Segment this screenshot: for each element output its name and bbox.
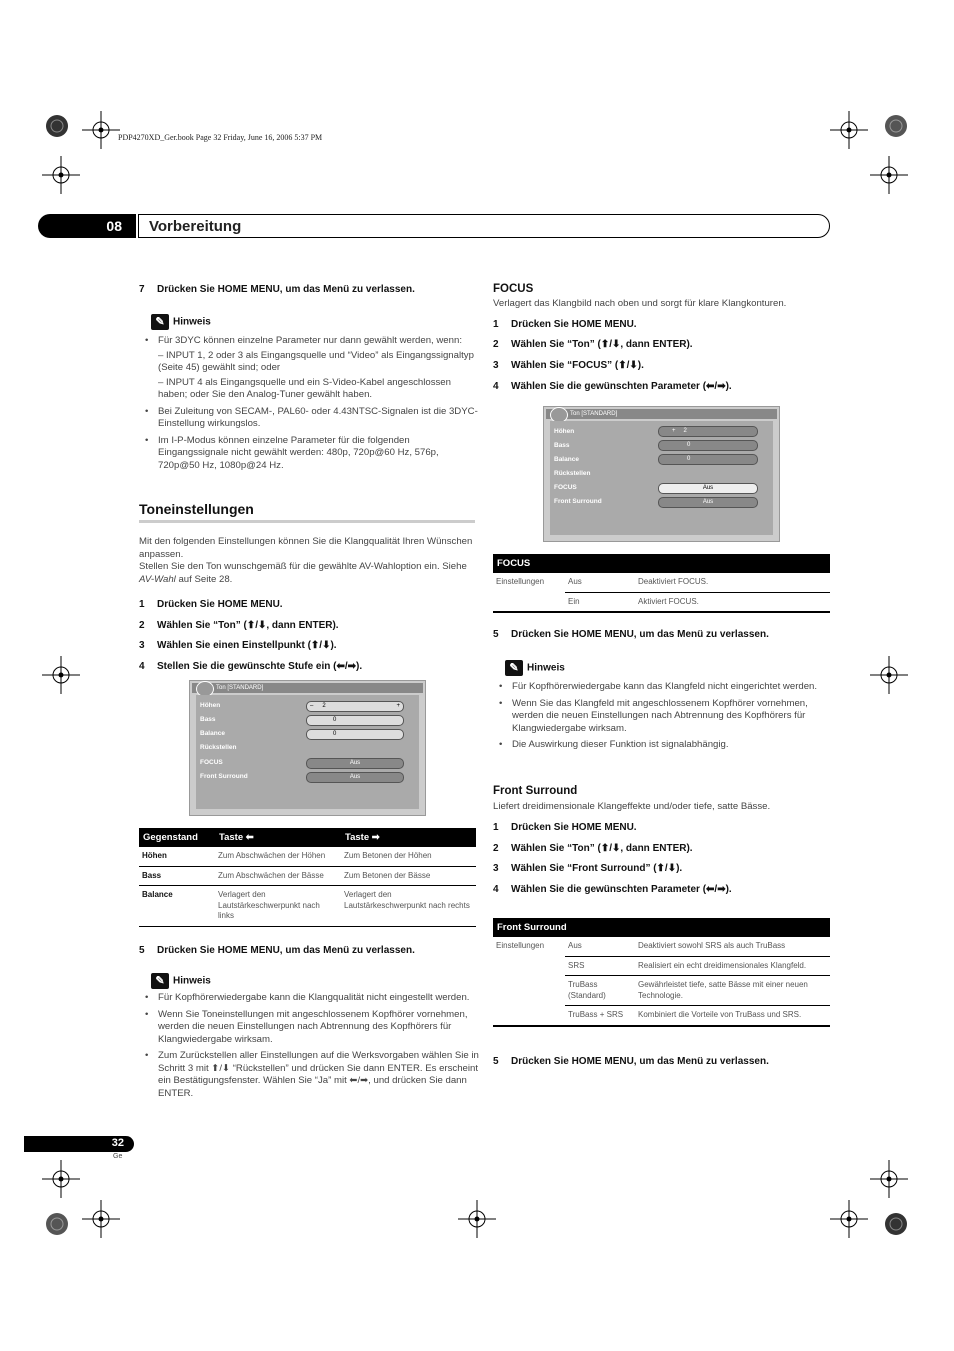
table-header: FOCUS bbox=[493, 554, 830, 573]
osd-row-label: Balance bbox=[554, 456, 579, 463]
chapter-number: 08 bbox=[38, 214, 136, 238]
table-row: TruBass + SRS Kombiniert die Vorteile von TruBass und SRS. bbox=[493, 1006, 830, 1026]
table-row: Höhen Zum Abschwächen der Höhen Zum Betonen der Höhen bbox=[139, 847, 476, 866]
osd-row-label: Höhen bbox=[200, 702, 221, 709]
focus-title: FOCUS bbox=[493, 283, 534, 295]
focus-desc: Verlagert das Klangbild nach oben und sorgt für klare Klangkonturen. bbox=[493, 298, 787, 309]
hinweis-heading: ✎ Hinweis bbox=[151, 973, 211, 989]
focus-table bbox=[493, 554, 830, 613]
color-target-icon bbox=[45, 1212, 69, 1236]
table-header: Taste ➡ bbox=[341, 828, 476, 847]
osd-slider: 0 bbox=[306, 715, 404, 726]
list-item: • Für Kopfhörerwiedergabe kann die Klangqualität nicht eingestellt werden. bbox=[140, 992, 480, 1005]
front-surround-table bbox=[493, 918, 830, 1027]
osd-value: Aus bbox=[306, 758, 404, 769]
step-4: 4 Wählen Sie die gewünschten Parameter (⬅/➡). bbox=[493, 884, 732, 895]
section-rule bbox=[139, 520, 475, 523]
step-1: 1 Drücken Sie HOME MENU. bbox=[493, 319, 637, 330]
table-row: Einstellungen Aus Deaktiviert sowohl SRS als auch TruBass bbox=[493, 937, 830, 956]
table-row: Bass Zum Abschwächen der Bässe Zum Betonen der Bässe bbox=[139, 866, 476, 886]
registration-mark-icon bbox=[42, 656, 80, 694]
step-1: 1 Drücken Sie HOME MENU. bbox=[493, 822, 637, 833]
osd-value-selected: Aus bbox=[658, 483, 758, 494]
registration-mark-icon bbox=[870, 1160, 908, 1198]
table-row: Balance Verlagert den Lautstärkeschwerpunkt nach links Verlagert den Lautstärkeschwerpunkt nach rechts bbox=[139, 886, 476, 927]
osd-row-label: Bass bbox=[554, 442, 570, 449]
print-info: PDP4270XD_Ger.book Page 32 Friday, June 16, 2006 5:37 PM bbox=[118, 133, 323, 142]
front-surround-title: Front Surround bbox=[493, 785, 578, 797]
table-row: Einstellungen Aus Deaktiviert FOCUS. bbox=[493, 573, 830, 592]
step-7: 7 Drücken Sie HOME MENU, um das Menü zu verlassen. bbox=[139, 284, 415, 295]
step-2: 2 Wählen Sie “Ton” (⬆/⬇, dann ENTER). bbox=[493, 339, 693, 350]
hinweis-list bbox=[494, 681, 834, 756]
registration-mark-icon bbox=[830, 111, 868, 149]
osd-slider: 0 bbox=[306, 729, 404, 740]
osd-row-label: Balance bbox=[200, 730, 225, 737]
page-number: 32 bbox=[24, 1136, 134, 1152]
list-item: • Wenn Sie Toneinstellungen mit angeschlossenem Kopfhörer vornehmen, werden die neuen Einstellungen nach Abtrennung des Kopfhörers für Klangwiedergabe wirksam. bbox=[140, 1009, 480, 1047]
color-target-icon bbox=[884, 1212, 908, 1236]
osd-title: Ton [STANDARD] bbox=[192, 683, 423, 693]
registration-mark-icon bbox=[42, 1160, 80, 1198]
list-item: • Die Auswirkung dieser Funktion ist signalabhängig. bbox=[494, 739, 834, 752]
osd-row-label: Front Surround bbox=[554, 498, 602, 505]
osd-slider: 0 bbox=[658, 440, 758, 451]
osd-slider: 0 bbox=[658, 454, 758, 465]
list-item: • Für Kopfhörerwiedergabe kann das Klangfeld nicht eingerichtet werden. bbox=[494, 681, 834, 694]
note-pencil-icon: ✎ bbox=[505, 660, 523, 676]
registration-mark-icon bbox=[870, 156, 908, 194]
hinweis-list bbox=[140, 992, 480, 1104]
osd-screenshot bbox=[543, 406, 780, 542]
osd-row-label: Rückstellen bbox=[200, 744, 237, 751]
osd-value: Aus bbox=[658, 497, 758, 508]
list-item: – INPUT 1, 2 oder 3 als Eingangsquelle und “Video” als Eingangssignaltyp (Seite 45) gewählt sind; oder bbox=[158, 349, 474, 373]
osd-row-label: Rückstellen bbox=[554, 470, 591, 477]
osd-screenshot bbox=[189, 680, 426, 816]
front-surround-desc: Liefert dreidimensionale Klangeffekte und/oder tiefe, satte Bässe. bbox=[493, 801, 771, 812]
step-4: 4 Wählen Sie die gewünschten Parameter (⬅/➡). bbox=[493, 381, 732, 392]
table-row: Ein Aktiviert FOCUS. bbox=[493, 592, 830, 612]
osd-row-label: Höhen bbox=[554, 428, 575, 435]
list-item: • Zum Zurückstellen aller Einstellungen auf die Werksvorgaben wählen Sie in Schritt 3 mit ⬆/⬇ “Rückstellen” und drücken Sie dann ENTER. Es erscheint ein Bestätigungsfenster. Wählen Sie “Ja” mit ⬅/➡, und drücken Sie dann ENTER. bbox=[140, 1050, 480, 1100]
color-target-icon bbox=[884, 114, 908, 138]
list-item: • Wenn Sie das Klangfeld mit angeschlossenem Kopfhörer vornehmen, werden die neuen Einstellungen nach Abtrennung des Kopfhörers für Klangwiedergabe wirksam. bbox=[494, 698, 834, 736]
hinweis-list bbox=[140, 335, 480, 476]
registration-mark-icon bbox=[42, 156, 80, 194]
section-title: Toneinstellungen bbox=[139, 501, 254, 517]
step-3: 3 Wählen Sie einen Einstellpunkt (⬆/⬇). bbox=[139, 640, 337, 651]
step-2: 2 Wählen Sie “Ton” (⬆/⬇, dann ENTER). bbox=[139, 620, 339, 631]
list-item: – INPUT 4 als Eingangsquelle und ein S-Video-Kabel angeschlossen haben; oder Sie den Analog-Tuner gewählt haben. bbox=[158, 376, 451, 400]
list-item: • Bei Zuleitung von SECAM-, PAL60- oder 4.43NTSC-Signalen ist die 3DYC-Einstellung wirkungslos. bbox=[140, 406, 480, 431]
chapter-title: Vorbereitung bbox=[138, 214, 830, 238]
step-3: 3 Wählen Sie “FOCUS” (⬆/⬇). bbox=[493, 360, 644, 371]
osd-row-label: Front Surround bbox=[200, 773, 248, 780]
step-2: 2 Wählen Sie “Ton” (⬆/⬇, dann ENTER). bbox=[493, 843, 693, 854]
list-item: • Für 3DYC können einzelne Parameter nur dann gewählt werden, wenn: bbox=[140, 335, 480, 348]
hinweis-heading: ✎ Hinweis bbox=[505, 660, 565, 676]
step-5: 5 Drücken Sie HOME MENU, um das Menü zu verlassen. bbox=[139, 945, 415, 956]
osd-title: Ton [STANDARD] bbox=[546, 409, 777, 419]
color-target-icon bbox=[45, 114, 69, 138]
hinweis-heading: ✎ Hinweis bbox=[151, 314, 211, 330]
table-header: Gegenstand bbox=[139, 828, 215, 847]
step-5: 5 Drücken Sie HOME MENU, um das Menü zu verlassen. bbox=[493, 629, 769, 640]
osd-slider: + 2 bbox=[658, 426, 758, 437]
step-3: 3 Wählen Sie “Front Surround” (⬆/⬇). bbox=[493, 863, 683, 874]
registration-mark-icon bbox=[870, 656, 908, 694]
step-1: 1 Drücken Sie HOME MENU. bbox=[139, 599, 283, 610]
language-code: Ge bbox=[113, 1153, 123, 1160]
list-item: • Im I-P-Modus können einzelne Parameter für die folgenden Eingangssignale nicht gewählt werden: 480p, 720p@60 Hz, 576p, 720p@50 Hz, 1080p@24 Hz. bbox=[140, 435, 480, 473]
step-5: 5 Drücken Sie HOME MENU, um das Menü zu verlassen. bbox=[493, 1056, 769, 1067]
table-row: TruBass (Standard) Gewährleistet tiefe, satte Bässe mit einer neuen Technologie. bbox=[493, 976, 830, 1006]
registration-mark-icon bbox=[830, 1200, 868, 1238]
note-pencil-icon: ✎ bbox=[151, 314, 169, 330]
table-row: SRS Realisiert ein echt dreidimensionales Klangfeld. bbox=[493, 956, 830, 976]
settings-table bbox=[139, 828, 476, 927]
registration-mark-icon bbox=[82, 1200, 120, 1238]
table-header: Taste ⬅ bbox=[215, 828, 341, 847]
registration-mark-icon bbox=[82, 111, 120, 149]
osd-value: Aus bbox=[306, 772, 404, 783]
osd-row-label: FOCUS bbox=[554, 484, 577, 491]
osd-slider: – 2 + bbox=[306, 701, 404, 712]
registration-mark-icon bbox=[458, 1200, 496, 1238]
step-4: 4 Stellen Sie die gewünschte Stufe ein (⬅/➡). bbox=[139, 661, 363, 672]
osd-row-label: FOCUS bbox=[200, 759, 223, 766]
note-pencil-icon: ✎ bbox=[151, 973, 169, 989]
osd-row-label: Bass bbox=[200, 716, 216, 723]
table-header: Front Surround bbox=[493, 918, 830, 937]
intro-text: Mit den folgenden Einstellungen können Sie die Klangqualität Ihren Wünschen anpassen. Stellen Sie den Ton wunschgemäß für die gewählte AV-Wahloption ein. Siehe AV-Wahl auf Seite 28. bbox=[139, 536, 473, 585]
